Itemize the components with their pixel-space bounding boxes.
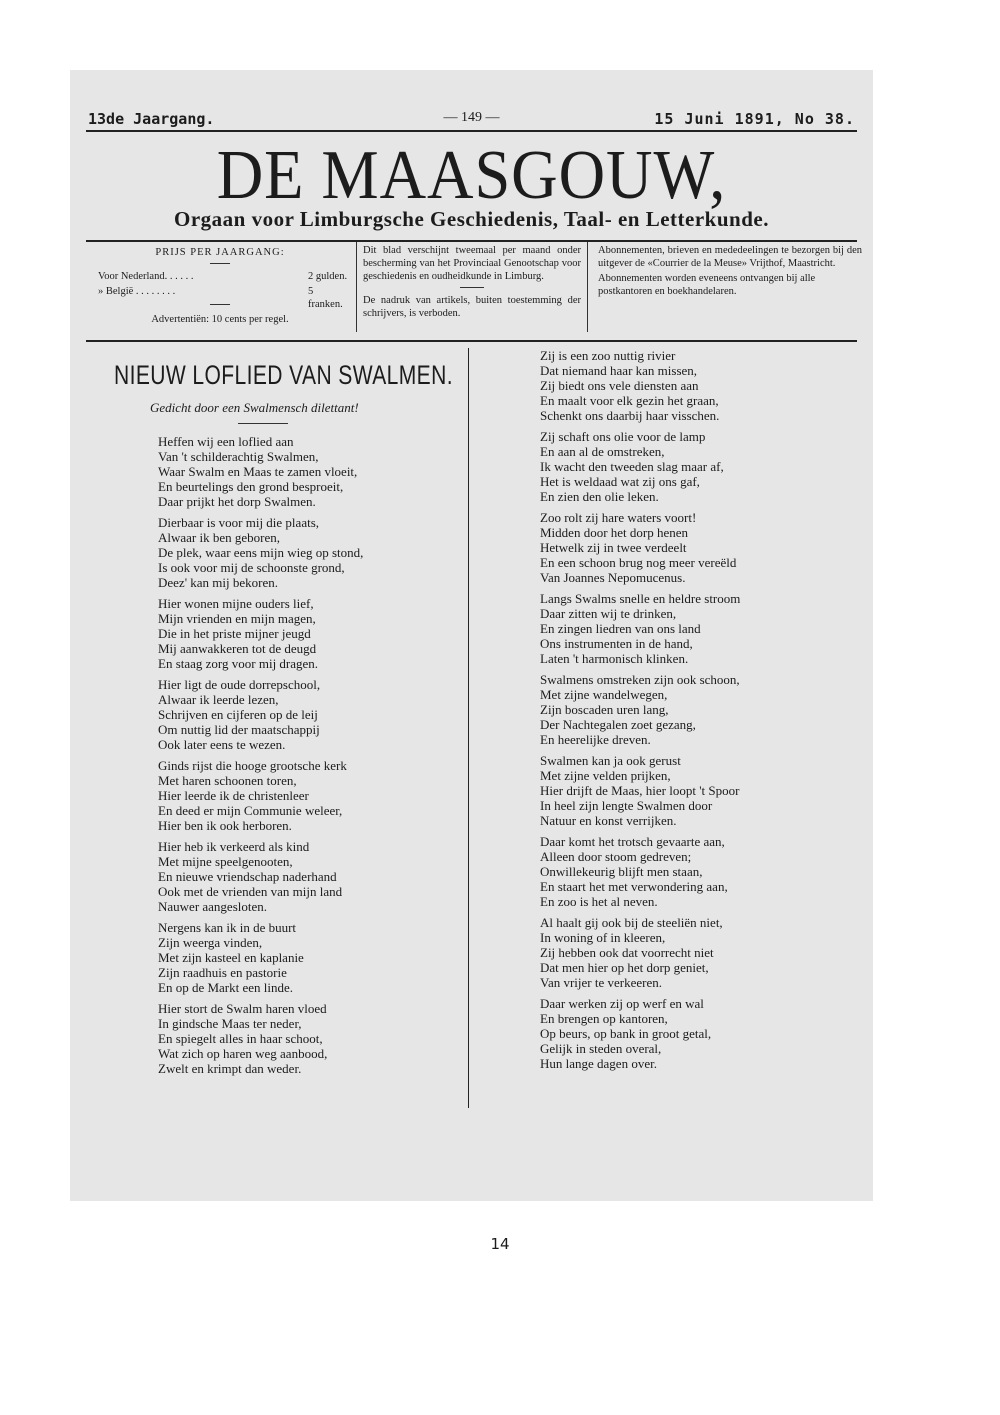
pricing-heading: PRIJS PER JAARGANG: (155, 247, 285, 258)
poem-line: En zingen liedren van ons land (540, 621, 701, 636)
poem-line: Met zijn kasteel en kaplanie (158, 950, 304, 965)
poem-line: Gelijk in steden overal, (540, 1041, 662, 1056)
poem-subtitle: Gedicht door een Swalmensch dilettant! (150, 400, 359, 415)
poem-stanza (158, 1001, 458, 1076)
poem-title-rule (238, 423, 288, 424)
poem-line: Alleen door stoom gedreven; (540, 849, 692, 864)
column-divider (468, 348, 469, 1108)
poem-line: Daar prijkt het dorp Swalmen. (158, 494, 316, 509)
poem-line: Laten 't harmonisch klinken. (540, 651, 689, 666)
poem-line: Zijn weerga vinden, (158, 935, 263, 950)
price-row (98, 270, 350, 285)
poem-line: Met zijne wandelwegen, (540, 687, 668, 702)
poem-line: Op beurs, op bank in groot getal, (540, 1026, 712, 1041)
poem-line: In woning of in kleeren, (540, 930, 666, 945)
poem-line: Het is weldaad wat zij ons gaf, (540, 474, 700, 489)
poem-line: Zij hebben ook dat voorrecht niet (540, 945, 714, 960)
poem-line: En beurtelings den grond besproeit, (158, 479, 344, 494)
poem-line: Met zijne velden prijken, (540, 768, 671, 783)
price-value: 5 franken. (308, 286, 343, 310)
poem-line: Langs Swalms snelle en heldre stroom (540, 591, 741, 606)
poem-stanza (540, 672, 850, 747)
poem-line: En een schoon brug nog meer vereëld (540, 555, 737, 570)
poem-line: En staag zorg voor mij dragen. (158, 656, 319, 671)
poem-stanza (158, 596, 458, 671)
poem-line: Zij is een zoo nuttig rivier (540, 348, 676, 363)
price-value: 2 gulden. (308, 271, 348, 282)
poem-stanza (158, 758, 458, 833)
poem-stanza (158, 515, 458, 590)
poem-line: De plek, waar eens mijn wieg op stond, (158, 545, 364, 560)
poem-line: Daar zitten wij te drinken, (540, 606, 677, 621)
poem-stanza (158, 434, 458, 509)
poem-line: Hier ligt de oude dorrepschool, (158, 677, 321, 692)
poem-line: Waar Swalm en Maas te zamen vloeit, (158, 464, 358, 479)
poem-line: Hetwelk zij in twee verdeelt (540, 540, 687, 555)
poem-line: En brengen op kantoren, (540, 1011, 668, 1026)
poem-line: Ons instrumenten in de hand, (540, 636, 693, 651)
poem-line: En heerelijke dreven. (540, 732, 651, 747)
poem-line: In gindsche Maas ter neder, (158, 1016, 302, 1031)
poem-line: Schenkt ons daarbij haar visschen. (540, 408, 720, 423)
masthead-top-line (88, 106, 855, 130)
poem-stanza (540, 429, 850, 504)
poem-stanza (540, 753, 850, 828)
poem-line: Nauwer aangesloten. (158, 899, 268, 914)
poem-line: En zoo is het al neven. (540, 894, 658, 909)
poem-line: Daar komt het trotsch gevaarte aan, (540, 834, 725, 849)
poem-line: Met haren schoonen toren, (158, 773, 297, 788)
poem-line: Nergens kan ik in de buurt (158, 920, 297, 935)
poem-line: Van vrijer te verkeeren. (540, 975, 662, 990)
page-marker: — 149 — (443, 110, 500, 125)
poem-line: Onwillekeurig blijft men staan, (540, 864, 703, 879)
notice-text: Dit blad verschijnt tweemaal per maand onder bescherming van het Provinciaal Genootschap voor geschiedenis en oudheidkunde in Limburg. (363, 245, 581, 282)
poem-line: En deed er mijn Communie weleer, (158, 803, 343, 818)
poem-line: En spiegelt alles in haar schoot, (158, 1031, 323, 1046)
poem-line: Alwaar ik ben geboren, (158, 530, 281, 545)
poem-line: Zoo rolt zij hare waters voort! (540, 510, 697, 525)
poem-line: Ook later eens te wezen. (158, 737, 286, 752)
publication-notice (356, 242, 588, 332)
poem-line: Hier drijft de Maas, hier loopt 't Spoor (540, 783, 740, 798)
pricing-block (90, 242, 350, 332)
poem-stanza (540, 591, 850, 666)
poem-left-column (158, 434, 458, 1082)
poem-stanza (540, 348, 850, 423)
poem-line: Hier heb ik verkeerd als kind (158, 839, 310, 854)
poem-line: Dat men hier op het dorp geniet, (540, 960, 709, 975)
poem-line: Heffen wij een loflied aan (158, 434, 294, 449)
poem-line: In heel zijn lengte Swalmen door (540, 798, 713, 813)
poem-line: Dat niemand haar kan missen, (540, 363, 698, 378)
poem-line: En nieuwe vriendschap naderhand (158, 869, 337, 884)
poem-line: Van 't schilderachtig Swalmen, (158, 449, 319, 464)
advertising-rate: Advertentiën: 10 cents per regel. (151, 314, 289, 325)
poem-stanza (158, 677, 458, 752)
poem-line: Ook met de vrienden van mijn land (158, 884, 343, 899)
poem-line: En maalt voor elk gezin het graan, (540, 393, 719, 408)
poem-line: Zwelt en krimpt dan weder. (158, 1061, 302, 1076)
poem-title: NIEUW LOFLIED VAN SWALMEN. (114, 360, 453, 390)
poem-line: Midden door het dorp henen (540, 525, 689, 540)
poem-stanza (540, 996, 850, 1071)
poem-line: Alwaar ik leerde lezen, (158, 692, 279, 707)
poem-line: Die in het priste mijner jeugd (158, 626, 311, 641)
poem-line: Dierbaar is voor mij die plaats, (158, 515, 320, 530)
poem-line: Swalmen kan ja ook gerust (540, 753, 681, 768)
poem-line: Hier leerde ik de christenleer (158, 788, 309, 803)
newspaper-subtitle: Orgaan voor Limburgsche Geschiedenis, Taal- en Letterkunde. (174, 207, 769, 231)
poem-line: Ginds rijst die hooge grootsche kerk (158, 758, 347, 773)
issue-date: 15 Juni 1891, No 38. (654, 110, 855, 128)
poem-line: Zijn raadhuis en pastorie (158, 965, 287, 980)
poem-line: Mijn vrienden en mijn magen, (158, 611, 316, 626)
poem-line: Hier wonen mijne ouders lief, (158, 596, 314, 611)
poem-line: Zij biedt ons vele diensten aan (540, 378, 699, 393)
poem-line: Om nuttig lid der maatschappij (158, 722, 320, 737)
poem-line: En aan al de omstreken, (540, 444, 665, 459)
poem-line: Al haalt gij ook bij de steeliën niet, (540, 915, 723, 930)
poem-line: Swalmens omstreken zijn ook schoon, (540, 672, 740, 687)
poem-right-column (540, 348, 850, 1077)
poem-line: Zij schaft ons olie voor de lamp (540, 429, 706, 444)
poem-line: En op de Markt een linde. (158, 980, 294, 995)
subscription-text: Abonnementen, brieven en mededeelingen te bezorgen bij den uitgever de «Courrier de la Meuse» Vrijthof, Maastricht. (598, 245, 862, 269)
poem-line: Is ook voor mij de schoonste grond, (158, 560, 345, 575)
poem-line: Van Joannes Nepomucenus. (540, 570, 686, 585)
poem-line: Der Nachtegalen zoet gezang, (540, 717, 696, 732)
pricing-dash (210, 304, 230, 305)
poem-stanza (540, 510, 850, 585)
poem-line: Hier ben ik ook herboren. (158, 818, 292, 833)
masthead-rule (86, 130, 857, 132)
poem-line: Met mijne speelgenooten, (158, 854, 293, 869)
page-number: 14 (490, 1235, 510, 1253)
poem-stanza (540, 834, 850, 909)
poem-stanza (540, 915, 850, 990)
poem-line: Deez' kan mij bekoren. (158, 575, 279, 590)
newspaper-page-scan (70, 70, 873, 1201)
poem-line: Schrijven en cijferen op de leij (158, 707, 318, 722)
poem-line: Zijn boscaden uren lang, (540, 702, 669, 717)
price-label: » België . . . . . . . . (98, 286, 176, 297)
volume-label: 13de Jaargang. (88, 110, 215, 128)
poem-line: Wat zich op haren weg aanbood, (158, 1046, 328, 1061)
price-label: Voor Nederland. . . . . . (98, 271, 194, 282)
header-rule-bottom (86, 340, 857, 342)
subscription-block (592, 242, 862, 332)
poem-line: Daar werken zij op werf en wal (540, 996, 704, 1011)
poem-line: Natuur en konst verrijken. (540, 813, 677, 828)
poem-line: En staart het met verwondering aan, (540, 879, 728, 894)
poem-line: En zien den olie leken. (540, 489, 659, 504)
notice-dash (460, 287, 484, 288)
pricing-dash (210, 263, 230, 264)
subscription-offices: Abonnementen worden eveneens ontvangen bij alle postkantoren en boekhandelaren. (598, 273, 816, 297)
newspaper-title: DE MAASGOUW, (216, 137, 727, 214)
poem-stanza (158, 920, 458, 995)
poem-line: Hun lange dagen over. (540, 1056, 657, 1071)
poem-line: Mij aanwakkeren tot de deugd (158, 641, 317, 656)
poem-stanza (158, 839, 458, 914)
poem-line: Ik wacht den tweeden slag maar af, (540, 459, 724, 474)
price-row (98, 285, 350, 310)
poem-line: Hier stort de Swalm haren vloed (158, 1001, 327, 1016)
reprint-notice: De nadruk van artikels, buiten toestemming der schrijvers, is verboden. (363, 295, 581, 319)
